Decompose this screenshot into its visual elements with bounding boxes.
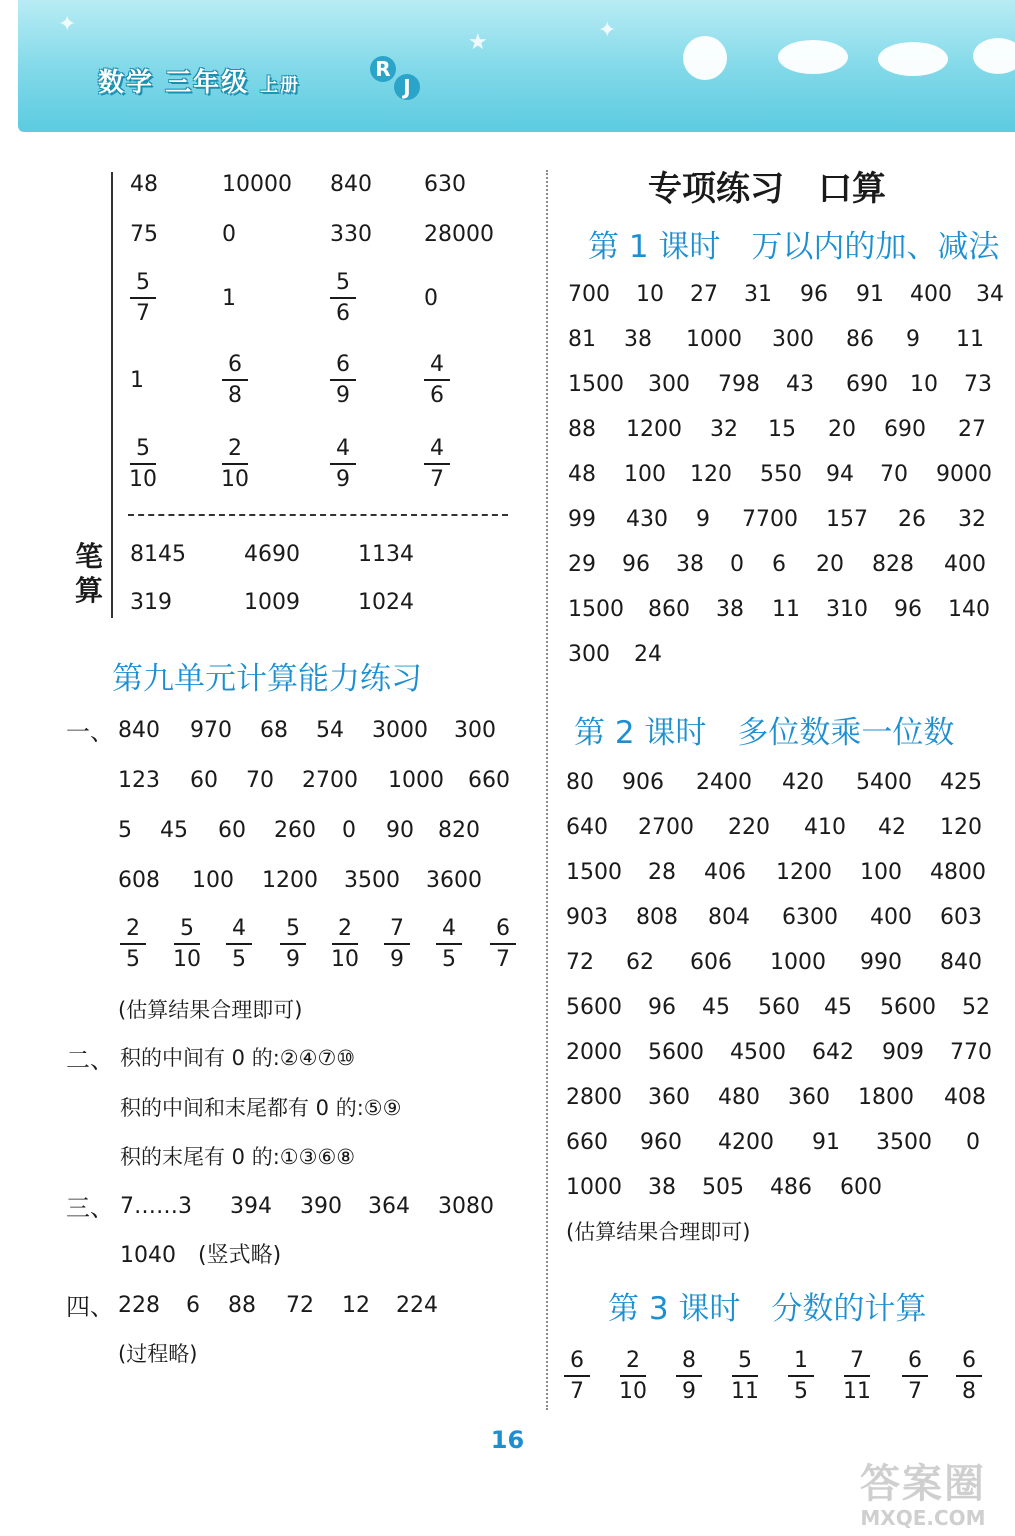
denominator: 6 — [336, 301, 350, 326]
numerator: 2 — [338, 916, 352, 941]
numerator: 2 — [228, 436, 242, 461]
answer-value: 690 — [846, 372, 888, 397]
answer-value: 408 — [944, 1085, 986, 1110]
answer-value: 4200 — [718, 1130, 774, 1155]
answer-value: 20 — [828, 417, 856, 442]
fraction — [126, 438, 160, 491]
answer-value: 26 — [898, 507, 926, 532]
answer-value: 60 — [190, 768, 218, 793]
numerator: 6 — [908, 1348, 922, 1373]
numerator: 5 — [738, 1348, 752, 1373]
answer-value: 9000 — [936, 462, 992, 487]
watermark-text: 答案圈 — [860, 1461, 986, 1507]
answer-value: 642 — [812, 1040, 854, 1065]
answer-value: 11 — [772, 597, 800, 622]
numerator: 6 — [336, 352, 350, 377]
answer-value: 5600 — [880, 995, 936, 1020]
answer-value: 820 — [438, 818, 480, 843]
answer-value: 1 — [130, 368, 144, 393]
numerator: 8 — [682, 1348, 696, 1373]
answer-value: 38 — [648, 1175, 676, 1200]
answer-value: 970 — [190, 718, 232, 743]
answer-value: 38 — [676, 552, 704, 577]
fraction — [784, 1350, 818, 1403]
edition-j: J — [394, 74, 420, 100]
answer-value: 390 — [300, 1194, 342, 1219]
part1-note: (估算结果合理即可) — [118, 998, 303, 1022]
answer-value: 68 — [260, 718, 288, 743]
answer-value: 4690 — [244, 542, 300, 567]
answer-value: 62 — [626, 950, 654, 975]
answer-value: 990 — [860, 950, 902, 975]
fraction — [486, 918, 520, 971]
answer-value: 140 — [948, 597, 990, 622]
answer-value: 27 — [690, 282, 718, 307]
answer-value: 24 — [634, 642, 662, 667]
answer-value: 0 — [342, 818, 356, 843]
answer-value: 840 — [118, 718, 160, 743]
answer-value: 0 — [730, 552, 744, 577]
fraction — [116, 918, 150, 971]
answer-value: 1200 — [262, 868, 318, 893]
answer-value: 690 — [884, 417, 926, 442]
denominator: 10 — [129, 467, 157, 492]
denominator: 7 — [570, 1379, 584, 1404]
answer-value: 1 — [222, 286, 236, 311]
answer-value: 220 — [728, 815, 770, 840]
answer-value: 120 — [940, 815, 982, 840]
answer-value: 70 — [246, 768, 274, 793]
answer-value: 91 — [812, 1130, 840, 1155]
answer-value: 1500 — [566, 860, 622, 885]
answer-value: 3500 — [344, 868, 400, 893]
numerator: 2 — [626, 1348, 640, 1373]
numerator: 5 — [286, 916, 300, 941]
numerator: 6 — [496, 916, 510, 941]
answer-value: 43 — [786, 372, 814, 397]
fraction — [170, 918, 204, 971]
answer-value: 31 — [744, 282, 772, 307]
answer-value: 420 — [782, 770, 824, 795]
subject: 数学 — [98, 68, 155, 98]
sparkle-icon: ✦ — [598, 18, 617, 43]
answer-value: 42 — [878, 815, 906, 840]
fraction — [420, 354, 454, 407]
dashed-separator — [128, 514, 508, 516]
answer-value: 52 — [962, 995, 990, 1020]
answer-value: 27 — [958, 417, 986, 442]
part2-label: 二、 — [66, 1046, 114, 1074]
answer-value: 1000 — [566, 1175, 622, 1200]
fraction — [898, 1350, 932, 1403]
answer-value: 319 — [130, 590, 172, 615]
fraction — [952, 1350, 986, 1403]
answer-value: 310 — [826, 597, 868, 622]
numerator: 6 — [228, 352, 242, 377]
fraction — [380, 918, 414, 971]
fraction — [420, 438, 454, 491]
denominator: 10 — [619, 1379, 647, 1404]
answer-value: 300 — [454, 718, 496, 743]
denominator: 9 — [336, 383, 350, 408]
fraction — [218, 354, 252, 407]
answer-value: 45 — [702, 995, 730, 1020]
answer-value: 603 — [940, 905, 982, 930]
answer-value: 29 — [568, 552, 596, 577]
part1-label: 一、 — [66, 718, 114, 746]
answer-value: 606 — [690, 950, 732, 975]
answer-value: 45 — [160, 818, 188, 843]
header-banner — [18, 0, 1015, 132]
answer-value: 600 — [840, 1175, 882, 1200]
denominator: 6 — [430, 383, 444, 408]
answer-value: 72 — [566, 950, 594, 975]
answer-value: 80 — [566, 770, 594, 795]
numerator: 6 — [570, 1348, 584, 1373]
answer-value: 1200 — [626, 417, 682, 442]
answer-value: 6 — [772, 552, 786, 577]
bisuan-char: 算 — [74, 574, 103, 607]
answer-value: 32 — [958, 507, 986, 532]
answer-value: 45 — [824, 995, 852, 1020]
answer-value: 100 — [624, 462, 666, 487]
denominator: 8 — [962, 1379, 976, 1404]
answer-value: 60 — [218, 818, 246, 843]
answer-value: 260 — [274, 818, 316, 843]
fraction — [840, 1350, 874, 1403]
answer-value: 5400 — [856, 770, 912, 795]
answer-value: 0 — [966, 1130, 980, 1155]
fraction — [326, 354, 360, 407]
numerator: 1 — [794, 1348, 808, 1373]
fraction — [218, 438, 252, 491]
part2-line: 积的末尾有 0 的:①③⑥⑧ — [120, 1145, 356, 1169]
watermark-logo — [838, 1462, 1008, 1532]
denominator: 11 — [731, 1379, 759, 1404]
answer-value: 394 — [230, 1194, 272, 1219]
answer-value: 123 — [118, 768, 160, 793]
denominator: 9 — [286, 947, 300, 972]
denominator: 5 — [794, 1379, 808, 1404]
answer-value: 28 — [648, 860, 676, 885]
answer-value: 1009 — [244, 590, 300, 615]
answer-value: 1134 — [358, 542, 414, 567]
answer-value: 2800 — [566, 1085, 622, 1110]
bisuan-label — [72, 540, 106, 608]
cloud-icon — [778, 40, 848, 74]
fraction — [328, 918, 362, 971]
answer-value: 10000 — [222, 172, 292, 197]
answer-value: 630 — [424, 172, 466, 197]
answer-value: 2700 — [302, 768, 358, 793]
answer-value: 1000 — [686, 327, 742, 352]
answer-value: 11 — [956, 327, 984, 352]
answer-bracket — [111, 172, 113, 618]
answer-value: 828 — [872, 552, 914, 577]
answer-value: 860 — [648, 597, 690, 622]
answer-value: 400 — [870, 905, 912, 930]
answer-value: 5600 — [648, 1040, 704, 1065]
answer-value: 1040 — [120, 1243, 176, 1268]
answer-value: 72 — [286, 1293, 314, 1318]
answer-value: 88 — [228, 1293, 256, 1318]
numerator: 4 — [336, 436, 350, 461]
answer-value: 32 — [710, 417, 738, 442]
answer-value: 157 — [826, 507, 868, 532]
answer-value: 410 — [804, 815, 846, 840]
edition-logo — [370, 56, 424, 102]
answer-value: 1200 — [776, 860, 832, 885]
volume: 上册 — [260, 75, 301, 96]
answer-value: 88 — [568, 417, 596, 442]
answer-value: 660 — [566, 1130, 608, 1155]
answer-value: 20 — [816, 552, 844, 577]
star-icon: ★ — [468, 30, 488, 55]
answer-value: 700 — [568, 282, 610, 307]
watermark-url: MXQE.COM — [860, 1506, 986, 1530]
numerator: 5 — [180, 916, 194, 941]
answer-value: 486 — [770, 1175, 812, 1200]
denominator: 10 — [221, 467, 249, 492]
answer-value: 7……3 — [120, 1194, 192, 1219]
part3-label: 三、 — [66, 1194, 114, 1222]
answer-value: 73 — [964, 372, 992, 397]
numerator: 7 — [850, 1348, 864, 1373]
lesson2-title: 第 2 课时 多位数乘一位数 — [574, 715, 955, 751]
answer-value: 406 — [704, 860, 746, 885]
bisuan-char: 笔 — [74, 540, 103, 573]
numerator: 4 — [430, 352, 444, 377]
unit9-title: 第九单元计算能力练习 — [112, 661, 422, 697]
edition-r: R — [370, 56, 396, 82]
part4-note: (过程略) — [118, 1342, 198, 1366]
answer-value: 10 — [636, 282, 664, 307]
answer-value: 224 — [396, 1293, 438, 1318]
answer-value: 364 — [368, 1194, 410, 1219]
answer-value: 660 — [468, 768, 510, 793]
answer-value: 100 — [860, 860, 902, 885]
answer-value: 4500 — [730, 1040, 786, 1065]
book-title — [98, 62, 300, 99]
answer-value: 360 — [788, 1085, 830, 1110]
answer-value: 2700 — [638, 815, 694, 840]
part2-line: 积的中间有 0 的:②④⑦⑩ — [120, 1046, 356, 1070]
answer-value: 804 — [708, 905, 750, 930]
answer-value: 120 — [690, 462, 732, 487]
special-title: 专项练习 口算 — [648, 169, 886, 209]
answer-value: 0 — [424, 286, 438, 311]
denominator: 7 — [496, 947, 510, 972]
answer-value: 75 — [130, 222, 158, 247]
answer-value: 608 — [118, 868, 160, 893]
answer-value: 3500 — [876, 1130, 932, 1155]
answer-value: 808 — [636, 905, 678, 930]
answer-value: 1000 — [388, 768, 444, 793]
answer-value: 3080 — [438, 1194, 494, 1219]
answer-value: 903 — [566, 905, 608, 930]
answer-value: 505 — [702, 1175, 744, 1200]
answer-value: 9 — [696, 507, 710, 532]
answer-value: 10 — [910, 372, 938, 397]
answer-value: 1500 — [568, 597, 624, 622]
answer-value: 34 — [976, 282, 1004, 307]
answer-value: 300 — [568, 642, 610, 667]
denominator: 7 — [430, 467, 444, 492]
answer-value: 1800 — [858, 1085, 914, 1110]
numerator: 2 — [126, 916, 140, 941]
answer-value: 48 — [130, 172, 158, 197]
numerator: 4 — [430, 436, 444, 461]
part2-line: 积的中间和末尾都有 0 的:⑤⑨ — [120, 1096, 402, 1120]
answer-value: 86 — [846, 327, 874, 352]
answer-value: 12 — [342, 1293, 370, 1318]
fraction — [126, 272, 160, 325]
grade: 三年级 — [165, 68, 250, 98]
answer-value: 400 — [910, 282, 952, 307]
denominator: 7 — [908, 1379, 922, 1404]
answer-value: 6300 — [782, 905, 838, 930]
numerator: 7 — [390, 916, 404, 941]
page-number: 16 — [490, 1426, 525, 1454]
answer-value: 300 — [648, 372, 690, 397]
answer-value: 48 — [568, 462, 596, 487]
numerator: 5 — [136, 436, 150, 461]
answer-value: 2000 — [566, 1040, 622, 1065]
answer-value: 15 — [768, 417, 796, 442]
answer-value: 430 — [626, 507, 668, 532]
numerator: 4 — [442, 916, 456, 941]
answer-value: 96 — [800, 282, 828, 307]
answer-value: 960 — [640, 1130, 682, 1155]
answer-value: 96 — [648, 995, 676, 1020]
answer-value: 96 — [622, 552, 650, 577]
denominator: 10 — [173, 947, 201, 972]
lesson2-note: (估算结果合理即可) — [566, 1220, 751, 1244]
answer-value: 560 — [758, 995, 800, 1020]
answer-value: 9 — [906, 327, 920, 352]
numerator: 5 — [136, 270, 150, 295]
answer-value: 360 — [648, 1085, 690, 1110]
answer-value: 100 — [192, 868, 234, 893]
fraction — [326, 438, 360, 491]
numerator: 5 — [336, 270, 350, 295]
answer-value: 5600 — [566, 995, 622, 1020]
answer-value: 28000 — [424, 222, 494, 247]
lesson3-title: 第 3 课时 分数的计算 — [608, 1291, 927, 1327]
cloud-icon — [878, 42, 948, 76]
answer-value: 3600 — [426, 868, 482, 893]
answer-value: 54 — [316, 718, 344, 743]
answer-value: 425 — [940, 770, 982, 795]
denominator: 5 — [232, 947, 246, 972]
denominator: 9 — [682, 1379, 696, 1404]
answer-value: 840 — [940, 950, 982, 975]
part4-label: 四、 — [66, 1293, 114, 1321]
answer-value: 2400 — [696, 770, 752, 795]
answer-value: 798 — [718, 372, 760, 397]
answer-value: 5 — [118, 818, 132, 843]
answer-value: 480 — [718, 1085, 760, 1110]
answer-value: 300 — [772, 327, 814, 352]
answer-value: (竖式略) — [198, 1243, 282, 1268]
fraction — [432, 918, 466, 971]
answer-value: 91 — [856, 282, 884, 307]
fraction — [672, 1350, 706, 1403]
denominator: 11 — [843, 1379, 871, 1404]
answer-value: 8145 — [130, 542, 186, 567]
fraction — [326, 272, 360, 325]
sun-icon — [683, 36, 727, 80]
fraction — [728, 1350, 762, 1403]
answer-value: 70 — [880, 462, 908, 487]
answer-value: 909 — [882, 1040, 924, 1065]
answer-value: 38 — [716, 597, 744, 622]
fraction — [616, 1350, 650, 1403]
answer-value: 4800 — [930, 860, 986, 885]
answer-value: 770 — [950, 1040, 992, 1065]
column-divider — [546, 170, 548, 1410]
denominator: 9 — [390, 947, 404, 972]
fraction — [560, 1350, 594, 1403]
denominator: 5 — [442, 947, 456, 972]
answer-value: 840 — [330, 172, 372, 197]
lesson1-title: 第 1 课时 万以内的加、减法 — [588, 229, 1000, 265]
answer-value: 400 — [944, 552, 986, 577]
answer-value: 640 — [566, 815, 608, 840]
numerator: 4 — [232, 916, 246, 941]
denominator: 5 — [126, 947, 140, 972]
answer-value: 1024 — [358, 590, 414, 615]
answer-value: 3000 — [372, 718, 428, 743]
answer-value: 1000 — [770, 950, 826, 975]
answer-value: 550 — [760, 462, 802, 487]
sparkle-icon: ✦ — [58, 12, 77, 37]
answer-value: 6 — [186, 1293, 200, 1318]
answer-value: 96 — [894, 597, 922, 622]
denominator: 9 — [336, 467, 350, 492]
answer-value: 330 — [330, 222, 372, 247]
answer-value: 90 — [386, 818, 414, 843]
answer-value: 99 — [568, 507, 596, 532]
fraction — [276, 918, 310, 971]
answer-value: 0 — [222, 222, 236, 247]
denominator: 10 — [331, 947, 359, 972]
answer-value: 1500 — [568, 372, 624, 397]
answer-value: 7700 — [742, 507, 798, 532]
denominator: 7 — [136, 301, 150, 326]
answer-value: 94 — [826, 462, 854, 487]
answer-value: 38 — [624, 327, 652, 352]
answer-value: 906 — [622, 770, 664, 795]
answer-value: 81 — [568, 327, 596, 352]
answer-value: 228 — [118, 1293, 160, 1318]
fraction — [222, 918, 256, 971]
denominator: 8 — [228, 383, 242, 408]
numerator: 6 — [962, 1348, 976, 1373]
cloud-icon — [973, 38, 1015, 74]
